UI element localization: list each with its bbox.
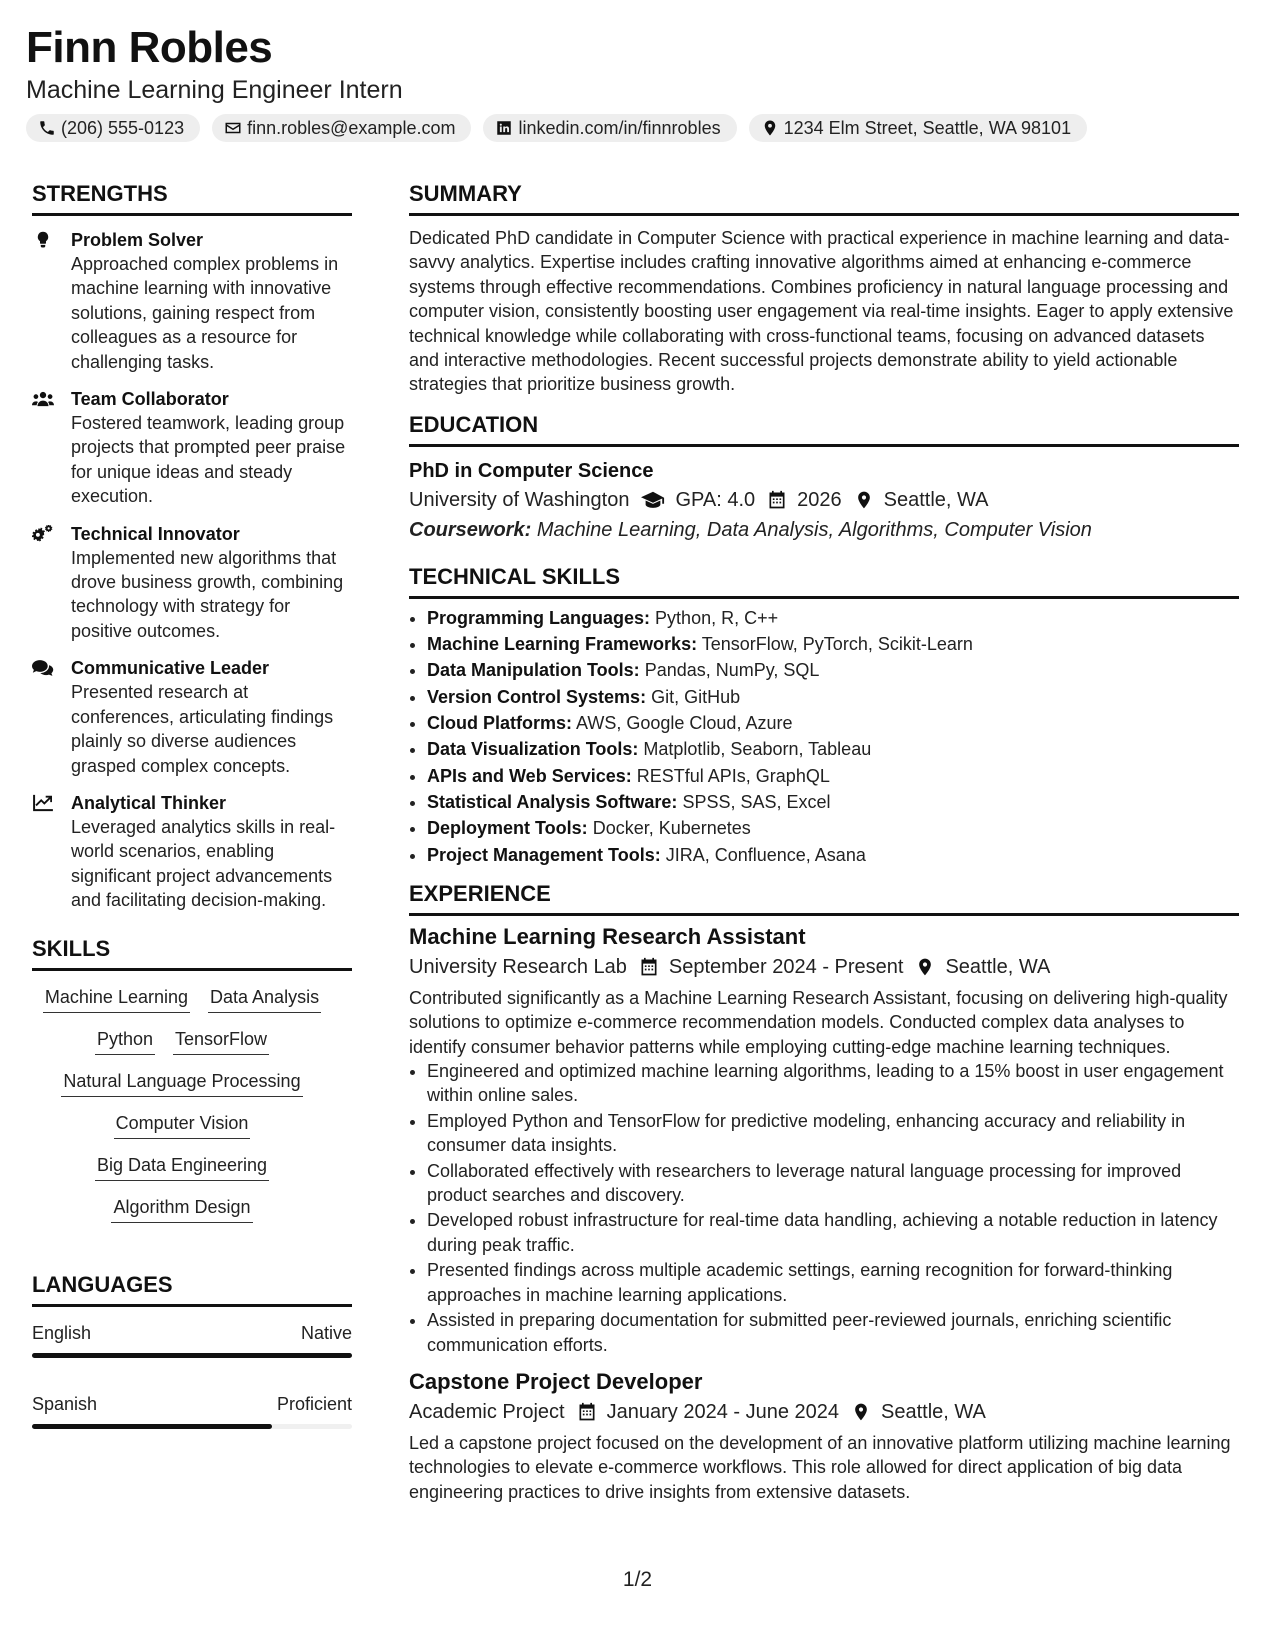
strength-text: Approached complex problems in machine learning with innovative solutions, gaining respect from colleagues as a resource for challenging tasks. — [71, 254, 339, 372]
lightbulb-icon — [32, 231, 54, 249]
job-entry — [409, 922, 1239, 1357]
job-title: Machine Learning Research Assistant — [409, 923, 806, 949]
technical-skill-item: • Machine Learning Frameworks: TensorFlow, PyTorch, Scikit-Learn — [427, 631, 1239, 657]
language-level-fill — [32, 1353, 352, 1358]
calendar-icon — [639, 957, 659, 977]
skill-tag: Data Analysis — [208, 985, 321, 1013]
language-name: Spanish — [32, 1393, 98, 1414]
education-meta — [409, 485, 1239, 515]
linkedin-icon — [495, 119, 513, 137]
email-text: finn.robles@example.com — [247, 117, 456, 138]
summary-text: Dedicated PhD candidate in Computer Science with practical experience in machine learning and data-savvy analytics. Expertise includes crafting innovative algorithms aimed at enhancing e-commerce systems through effective recommendations. Combines proficiency in natural language processing and computer vision, consistently boosting user engagement via real-time insights. Eager to apply extensive technical knowledge while collaborating with cross-functional teams, focusing on advanced datasets and interactive methodologies. Recent successful projects demonstrate ability to yield actionable strategies that prioritize business growth. — [409, 228, 1234, 395]
job-dates: January 2024 - June 2024 — [606, 1400, 840, 1423]
strength-text: Fostered teamwork, leading group projects that prompted peer praise for unique ideas and steady execution. — [71, 413, 346, 507]
job-entry — [409, 1367, 1239, 1504]
right-column — [409, 180, 1239, 1504]
linkedin-pill[interactable] — [483, 114, 736, 142]
job-location: Seattle, WA — [881, 1400, 986, 1423]
technical-skill-item: • Cloud Platforms: AWS, Google Cloud, Azure — [427, 710, 1239, 736]
skill-tag: Machine Learning — [43, 985, 190, 1013]
strength-title: Technical Innovator — [71, 523, 240, 544]
map-marker-icon — [915, 957, 935, 977]
address-pill[interactable] — [749, 114, 1088, 142]
map-marker-icon — [854, 490, 874, 510]
calendar-icon — [767, 490, 787, 510]
strength-text: Implemented new algorithms that drove business growth, combining technology with strategy for positive outcomes. — [71, 547, 344, 641]
envelope-icon — [224, 119, 242, 137]
gears-icon — [32, 525, 54, 543]
strength-item — [32, 791, 352, 913]
strength-item — [32, 387, 352, 509]
users-icon — [32, 390, 54, 408]
calendar-icon — [577, 1402, 597, 1422]
technical-skills-heading: TECHNICAL SKILLS — [409, 563, 1239, 599]
strength-text: Leveraged analytics skills in real-world scenarios, enabling significant project advancements and facilitating decision-making. — [71, 816, 336, 911]
skill-tags — [32, 981, 332, 1223]
education-heading: EDUCATION — [409, 411, 1239, 447]
technical-skill-item: • Data Manipulation Tools: Pandas, NumPy, SQL — [427, 657, 1239, 683]
candidate-name: Finn Robles — [26, 23, 273, 72]
strengths-heading: STRENGTHS — [32, 180, 352, 216]
phone-pill[interactable] — [26, 114, 200, 142]
strength-item — [32, 228, 352, 374]
skills-heading: SKILLS — [32, 935, 352, 971]
left-column — [32, 180, 352, 1451]
technical-skill-item: • Programming Languages: Python, R, C++ — [427, 605, 1239, 631]
experience-heading: EXPERIENCE — [409, 880, 1239, 916]
education-gpa: GPA: 4.0 — [675, 488, 756, 511]
job-bullets — [409, 1059, 1239, 1357]
job-meta — [409, 1397, 1239, 1427]
education-year: 2026 — [797, 488, 842, 511]
address-text: 1234 Elm Street, Seattle, WA 98101 — [783, 117, 1072, 138]
job-org: Academic Project — [409, 1400, 565, 1423]
job-summary: Contributed significantly as a Machine Learning Research Assistant, focusing on delivering high-quality solutions to optimize e-commerce recommendation models. Conducted complex data analyses to identify consumer behavior patterns while employing cutting-edge machine learning techniques. — [409, 987, 1228, 1057]
strength-item — [32, 656, 352, 778]
graduation-cap-icon — [641, 490, 665, 510]
skill-tag: TensorFlow — [173, 1027, 269, 1055]
candidate-title: Machine Learning Engineer Intern — [26, 76, 403, 104]
language-level: Proficient — [276, 1393, 352, 1414]
technical-skill-item: • Statistical Analysis Software: SPSS, SAS, Excel — [427, 789, 1239, 815]
map-marker-icon — [761, 119, 779, 137]
strength-title: Analytical Thinker — [71, 792, 227, 813]
language-level: Native — [300, 1322, 352, 1343]
job-location: Seattle, WA — [945, 955, 1051, 978]
summary-heading: SUMMARY — [409, 180, 1239, 216]
strengths-list — [32, 226, 352, 913]
job-bullet: • Assisted in preparing documentation for submitted peer-reviewed journals, enriching scientific communication efforts. — [427, 1308, 1239, 1357]
skill-tag: Python — [95, 1027, 155, 1055]
job-bullet: • Developed robust infrastructure for real-time data handling, achieving a notable reduction in latency during peak traffic. — [427, 1208, 1239, 1257]
job-org: University Research Lab — [409, 955, 627, 978]
coursework-label: Coursework: — [409, 518, 532, 541]
language-level-bar — [32, 1424, 352, 1429]
technical-skill-item: • Data Visualization Tools: Matplotlib, Seaborn, Tableau — [427, 736, 1239, 762]
contact-bar — [26, 114, 1087, 142]
coursework-text: Machine Learning, Data Analysis, Algorithms, Computer Vision — [536, 518, 1092, 541]
language-item — [32, 1380, 352, 1429]
chart-line-icon — [32, 794, 54, 812]
page-number: 1/2 — [622, 1568, 653, 1591]
strength-item — [32, 522, 352, 644]
language-name: English — [32, 1322, 92, 1343]
strength-text: Presented research at conferences, articulating findings plainly so diverse audiences grasped complex concepts. — [71, 682, 334, 776]
technical-skill-item: • Version Control Systems: Git, GitHub — [427, 684, 1239, 710]
job-title: Capstone Project Developer — [409, 1368, 703, 1394]
language-item — [32, 1309, 352, 1358]
education-location: Seattle, WA — [883, 488, 989, 511]
email-pill[interactable] — [212, 114, 471, 142]
job-bullet: • Engineered and optimized machine learning algorithms, leading to a 15% boost in user engagement within online sales. — [427, 1059, 1239, 1108]
technical-skill-item: • APIs and Web Services: RESTful APIs, GraphQL — [427, 763, 1239, 789]
job-dates: September 2024 - Present — [668, 955, 904, 978]
language-level-bar — [32, 1353, 352, 1358]
education-school: University of Washington — [409, 488, 630, 511]
language-level-fill — [32, 1424, 272, 1429]
linkedin-text: linkedin.com/in/finnrobles — [518, 117, 721, 138]
strength-title: Problem Solver — [71, 230, 204, 250]
phone-icon — [38, 119, 56, 137]
skill-tag: Natural Language Processing — [61, 1069, 302, 1097]
education-coursework — [409, 515, 1239, 545]
job-summary: Led a capstone project focused on the development of an innovative platform utilizing machine learning technologies to elevate e-commerce workflows. This role allowed for direct application of big data engineering practices to drive insights from extensive datasets. — [409, 1432, 1231, 1502]
phone-text: (206) 555-0123 — [61, 117, 185, 138]
strength-title: Team Collaborator — [71, 389, 229, 410]
skill-tag: Algorithm Design — [111, 1195, 252, 1223]
job-bullet: • Presented findings across multiple academic settings, earning recognition for forward-thinking approaches in machine learning applications. — [427, 1258, 1239, 1307]
job-bullet: • Collaborated effectively with researchers to leverage natural language processing for improved product searches and discovery. — [427, 1159, 1239, 1208]
map-marker-icon — [851, 1402, 871, 1422]
strength-title: Communicative Leader — [71, 658, 270, 679]
languages-heading: LANGUAGES — [32, 1271, 352, 1307]
technical-skill-item: • Project Management Tools: JIRA, Confluence, Asana — [427, 842, 1239, 868]
education-degree: PhD in Computer Science — [409, 459, 654, 482]
comments-icon — [32, 659, 54, 677]
skill-tag: Big Data Engineering — [95, 1153, 269, 1181]
skill-tag: Computer Vision — [114, 1111, 251, 1139]
technical-skill-item: • Deployment Tools: Docker, Kubernetes — [427, 815, 1239, 841]
technical-skills-list — [409, 605, 1239, 868]
job-meta — [409, 952, 1239, 982]
job-bullet: • Employed Python and TensorFlow for predictive modeling, enhancing accuracy and reliability in consumer data insights. — [427, 1109, 1239, 1158]
